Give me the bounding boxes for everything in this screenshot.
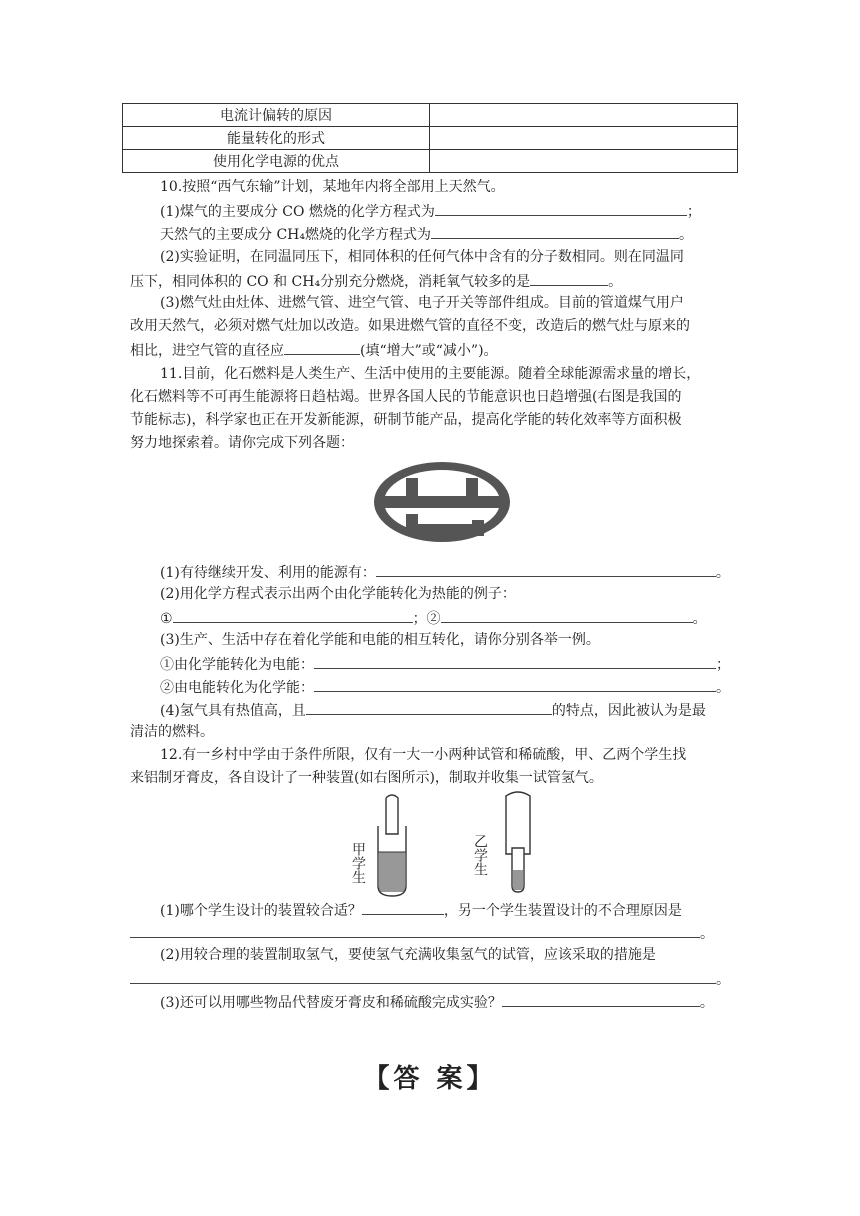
answer-blank[interactable]	[314, 675, 716, 692]
q11-part3-c1	[160, 652, 730, 676]
acid-liquid-b	[513, 870, 523, 890]
answer-blank[interactable]	[530, 269, 608, 286]
q10-part2b-text: 压下，相同体积的 CO 和 CH₄分别充分燃烧，消耗氧气较多的是	[130, 274, 531, 290]
q11-line1: 11.目前，化石燃料是人类生产、生活中使用的主要能源。随着全球能源需求量的增长，	[160, 366, 701, 382]
table-cell-answer[interactable]	[430, 104, 738, 127]
q12-part1b	[130, 921, 714, 945]
q11-part3-c1-end: ；	[716, 657, 730, 673]
apparatus-figure	[350, 790, 536, 900]
q10-part3a: (3)燃气灶由灶体、进燃气管、进空气管、电子开关等部件组成。目前的管道煤气用户	[160, 295, 684, 311]
small-test-tube-a	[386, 795, 398, 834]
q11-part4b: 清洁的燃料。	[130, 724, 214, 740]
q10-part3b: 改用天然气，必须对燃气灶加以改造。如果进燃气管的直径不变，改造后的燃气灶与原来的	[130, 318, 690, 334]
q10-part1a-end: ；	[686, 204, 701, 220]
q12-part1a	[160, 898, 682, 922]
answer-blank[interactable]	[362, 898, 444, 915]
answer-blank[interactable]	[306, 698, 552, 715]
q11-part2-end: 。	[692, 611, 707, 627]
table-cell-label: 使用化学电源的优点	[123, 150, 430, 173]
q10-part1a	[160, 199, 701, 223]
q12-part3-end: 。	[699, 995, 714, 1011]
answer-blank[interactable]	[376, 560, 716, 577]
logo-right-bar	[466, 478, 478, 506]
table-cell-answer[interactable]	[430, 127, 738, 150]
q11-part3-c1-text: ①由化学能转化为电能：	[160, 657, 314, 673]
q10-part3c	[130, 338, 498, 362]
q11-part3-c2-end: 。	[716, 680, 730, 696]
q10-part1b-text: 天然气的主要成分 CH₄燃烧的化学方程式为	[160, 227, 431, 243]
q11-line3: 节能标志)，科学家也正在开发新能源，研制节能产品，提高化学能的转化效率等方面积极	[130, 412, 682, 428]
energy-saving-logo	[372, 460, 512, 544]
q12-part2a: (2)用较合理的装置制取氢气，要使氢气充满收集氢气的试管，应该采取的措施是	[160, 947, 656, 963]
table-row	[123, 127, 738, 150]
q11-line2: 化石燃料等不可再生能源将日趋枯竭。世界各国人民的节能意识也日趋增强(右图是我国的	[130, 389, 682, 405]
answer-blank[interactable]	[314, 652, 716, 669]
apparatus-a	[350, 795, 406, 896]
table-row	[123, 150, 738, 173]
q12-part2b	[130, 967, 730, 991]
q10-part3c-text: 相比，进空气管的直径应	[130, 343, 284, 359]
q11-part2-c1: ①	[160, 611, 173, 627]
figure-label-b: 乙学生	[472, 834, 488, 876]
comparison-table	[122, 103, 738, 173]
q12-part2b-end: 。	[716, 972, 730, 988]
acid-liquid-a	[379, 852, 405, 892]
answer-blank[interactable]	[431, 222, 679, 239]
q12-part1a-end: ，另一个学生装置设计的不合理原因是	[443, 903, 682, 919]
answer-heading: 【答 案】	[363, 1064, 497, 1094]
table-cell-label: 电流计偏转的原因	[123, 104, 430, 127]
q10-stem: 10.按照“西气东输”计划，某地年内将全部用上天然气。	[160, 179, 505, 195]
table-cell-answer[interactable]	[430, 150, 738, 173]
logo-left-bar	[406, 478, 418, 506]
q12-line1: 12.有一乡村中学由于条件所限，仅有一大一小两种试管和稀硫酸，甲、乙两个学生找	[160, 747, 687, 763]
q12-part1a-text: (1)哪个学生设计的装置较合适？	[160, 903, 362, 919]
answer-blank[interactable]	[130, 921, 700, 938]
figure-label-a: 甲学生	[350, 842, 366, 884]
q12-part3-text: (3)还可以用哪些物品代替废牙膏皮和稀硫酸完成实验？	[160, 995, 502, 1011]
q11-part4a	[160, 698, 706, 722]
table-cell-label: 能量转化的形式	[123, 127, 430, 150]
q11-part2: (2)用化学方程式表示出两个由化学能转化为热能的例子：	[160, 586, 516, 602]
q11-part3-c2	[160, 675, 730, 699]
q11-part2-blanks	[160, 606, 707, 630]
q10-part3c-end: (填“增大”或“减小”)。	[360, 343, 498, 359]
q10-part2b	[130, 269, 622, 293]
q11-part3-c2-text: ②由电能转化为化学能：	[160, 680, 314, 696]
q11-part1-text: (1)有待继续开发、利用的能源有：	[160, 565, 376, 581]
answer-blank[interactable]	[284, 338, 360, 355]
q11-line4: 努力地探索着。请你完成下列各题：	[130, 435, 354, 451]
answer-blank[interactable]	[173, 606, 413, 623]
q12-part1b-end: 。	[700, 926, 714, 942]
q11-part1	[160, 560, 730, 584]
q11-part1-end: 。	[715, 565, 730, 581]
table-row	[123, 104, 738, 127]
q10-part1a-text: (1)煤气的主要成分 CO 燃烧的化学方程式为	[160, 204, 435, 220]
logo-crossbar	[378, 496, 506, 508]
answer-blank[interactable]	[502, 990, 700, 1007]
q11-part2-sep: ；②	[412, 611, 441, 627]
answer-blank[interactable]	[441, 606, 693, 623]
q12-part3	[160, 990, 714, 1014]
q11-part4a-text: (4)氢气具有热值高，且	[160, 703, 306, 719]
apparatus-b	[472, 792, 530, 892]
q10-part1b-end: 。	[678, 227, 693, 243]
answer-blank[interactable]	[435, 199, 687, 216]
q10-part2b-end: 。	[608, 274, 623, 290]
q11-part4a-end: 的特点，因此被认为是最	[551, 703, 706, 719]
large-test-tube-b	[506, 792, 530, 854]
q10-part1b	[160, 222, 693, 246]
answer-blank[interactable]	[130, 967, 716, 984]
q11-part3: (3)生产、生活中存在着化学能和电能的相互转化，请你分别各举一例。	[160, 632, 600, 648]
q10-part2a: (2)实验证明，在同温同压下，相同体积的任何气体中含有的分子数相同。则在同温同	[160, 249, 684, 265]
q12-line2: 来铝制牙膏皮，各自设计了一种装置(如右图所示)，制取并收集一试管氢气。	[130, 770, 603, 786]
